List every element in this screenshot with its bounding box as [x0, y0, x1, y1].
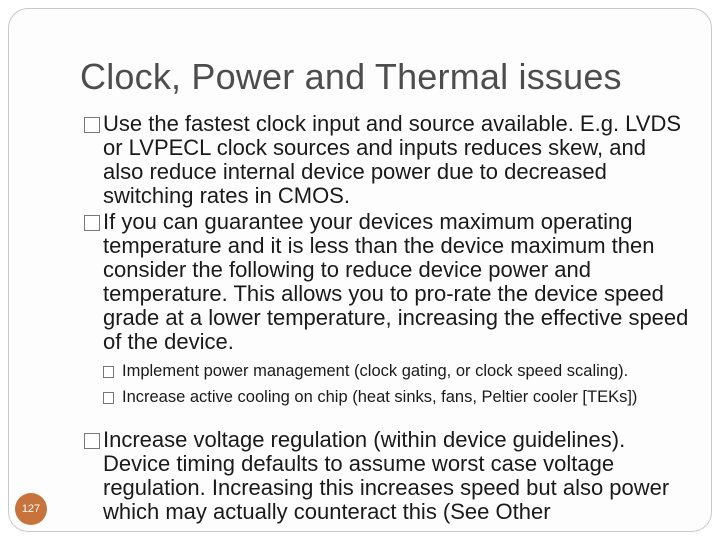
bullet-text: If you can guarantee your devices maximum operating temperature and it is less than the device maximum then consider the following to reduce device power and temperature. This allows you to pro-rate the device speed grade at a lower temperature, increasing the effective speed of the device. — [103, 209, 689, 354]
sub-bullet-active-cooling — [80, 389, 690, 406]
bullet-square-icon — [103, 366, 114, 378]
bullet-text: Increase voltage regulation (within device guidelines). Device timing defaults to assume worst case voltage regulation. Increasing this increases speed but also power which may actually counteract this (See Other — [103, 427, 670, 524]
bullet-text: Implement power management (clock gating, or clock speed scaling). — [122, 362, 629, 380]
bullet-square-icon — [103, 392, 114, 404]
bullet-square-icon — [84, 215, 100, 231]
bullet-text: Use the fastest clock input and source available. E.g. LVDS or LVPECL clock sources and inputs reduces skew, and also reduce internal device power due to decreased switching rates in CMOS. — [103, 111, 682, 208]
bullet-voltage-regulation — [80, 428, 690, 524]
bullet-square-icon — [84, 117, 100, 133]
bullet-max-temperature — [80, 210, 690, 354]
bullet-text: Increase active cooling on chip (heat sinks, fans, Peltier cooler [TEKs]) — [122, 388, 638, 406]
slide-body — [80, 112, 690, 526]
bullet-fastest-clock — [80, 112, 690, 208]
bullet-square-icon — [84, 433, 100, 449]
slide-title: Clock, Power and Thermal issues — [80, 56, 622, 97]
sub-bullet-power-management — [80, 363, 690, 380]
slide-number-badge: 127 — [15, 493, 47, 525]
